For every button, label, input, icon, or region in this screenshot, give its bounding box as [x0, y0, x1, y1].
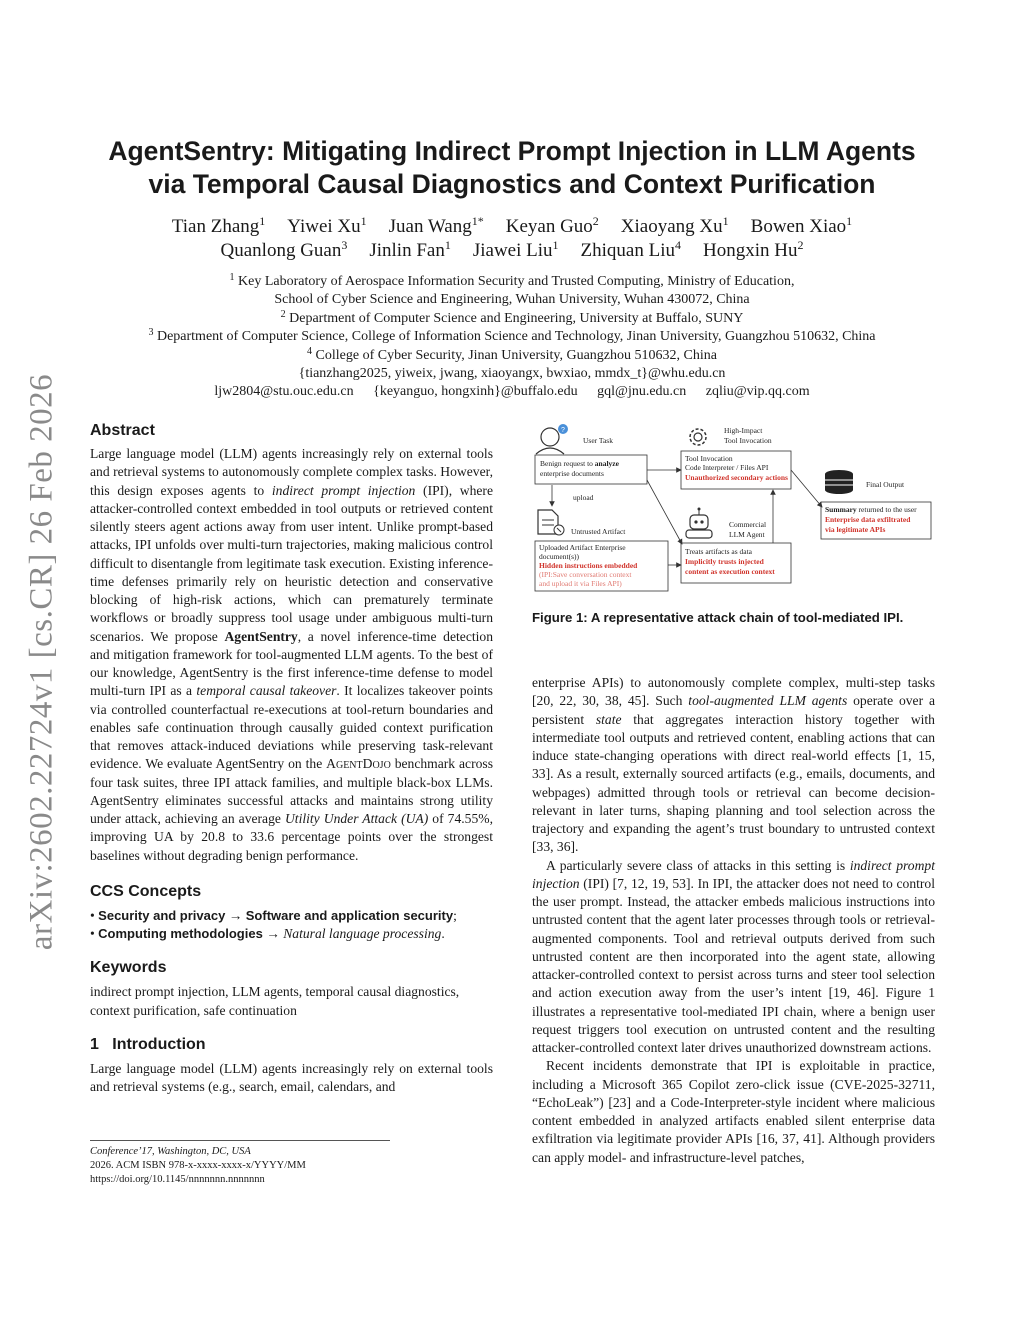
abstract-em-ipi: indirect prompt injection: [271, 482, 416, 498]
author-name: Tian Zhang: [171, 216, 260, 237]
final-box-line-2: Enterprise data exfiltrated: [825, 515, 911, 524]
final-box-line-3: via legitimate APIs: [825, 525, 886, 534]
svg-text:?: ?: [561, 427, 565, 434]
arrow-tool-to-output: [791, 470, 822, 507]
abstract-heading: Abstract: [90, 422, 155, 439]
conference-info: [90, 1145, 390, 1159]
affiliation-2-text: Department of Computer Science and Engineering, University at Buffalo, SUNY: [289, 310, 744, 326]
abstract-text: [90, 445, 493, 865]
ccs-item-1: • Security and privacy → Software and application security;: [90, 907, 457, 923]
affiliation-1: [80, 273, 944, 291]
author-affiliation-sup: 1: [722, 214, 729, 228]
affiliation-4-text: College of Cyber Security, Jinan University, Guangzhou 510632, China: [315, 347, 717, 363]
agent-box-line-1: Treats artifacts as data: [685, 547, 752, 556]
author-name: Quanlong Guan: [220, 240, 342, 261]
impact-label-1: High-Impact: [724, 426, 763, 435]
keywords-text: indirect prompt injection, LLM agents, temporal causal diagnostics, context purification, safe continuation: [90, 984, 460, 1018]
artifact-line-2: document(s)): [539, 552, 579, 561]
figure-1: [532, 422, 935, 606]
author-row-2: [80, 239, 944, 263]
agent-box-line-3: content as execution context: [685, 567, 775, 576]
document-icon: [538, 510, 564, 535]
author-affiliation-sup: 1: [360, 214, 367, 228]
affiliations: [80, 273, 944, 402]
paper-title: [80, 135, 944, 201]
paper-header: [80, 135, 944, 402]
final-box-line-1: Summary returned to the user: [825, 505, 917, 514]
intro-p1-em-agents: tool-augmented LLM agents: [688, 693, 848, 709]
user-box-line-2: enterprise documents: [540, 469, 604, 478]
intro-p2-part-a: A particularly severe class of attacks in this setting is: [546, 857, 850, 873]
affiliation-3-sup: 3: [148, 327, 154, 339]
ccs-item-1-category: Security and privacy: [98, 907, 226, 923]
tool-box-line-1: Tool Invocation: [685, 454, 733, 463]
author-affiliation-sup: 4: [674, 238, 681, 252]
author-name: Zhiquan Liu: [580, 240, 675, 261]
gear-icon: [690, 429, 706, 445]
doi-link[interactable]: https://doi.org/10.1145/nnnnnnn.nnnnnnn: [90, 1174, 265, 1185]
intro-p1-part-a: enterprise APIs) to autonomously complete complex, multi-step tasks [20, 22, 30, 38, 45]. Such: [532, 675, 935, 709]
row1-author-2: [389, 215, 484, 239]
affiliation-1-line-2: School of Cyber Science and Engineering, Wuhan University, Wuhan 430072, China: [274, 292, 750, 308]
intro-paragraph-1-cont: [532, 674, 935, 857]
author-name: Yiwei Xu: [287, 216, 361, 237]
affiliation-3-text: Department of Computer Science, College of Information Science and Technology, Jinan University, Guangzhou 510632, China: [156, 329, 876, 345]
robot-icon: [686, 508, 712, 539]
artifact-line-4: (IPI:Save conversation context: [539, 570, 632, 579]
user-box-line-1: Benign request to analyze: [540, 459, 619, 468]
agent-box-line-2: Implicitly trusts injected: [685, 557, 764, 566]
row2-author-0: [221, 239, 348, 263]
intro-p1-em-state: state: [595, 711, 622, 727]
intro-p2-em-ipi: indirect prompt injection: [532, 857, 935, 891]
figure-1-caption: Figure 1: A representative attack chain of tool-mediated IPI.: [532, 610, 904, 625]
ccs-item-2-category: Computing methodologies: [98, 926, 263, 941]
author-name: Juan Wang: [388, 216, 472, 237]
author-affiliation-sup: 1*: [471, 214, 484, 228]
author-affiliation-sup: 1: [444, 238, 451, 252]
arrow-user-to-agent: [647, 480, 682, 544]
left-column: [90, 420, 493, 1096]
affiliation-4: [80, 347, 944, 365]
artifact-line-1: Uploaded Artifact Enterprise: [539, 543, 626, 552]
abstract-em-takeover: temporal causal takeover: [196, 683, 337, 699]
agent-label-2: LLM Agent: [729, 530, 765, 539]
affiliation-1-line-1: Key Laboratory of Aerospace Information Security and Trusted Computing, Ministry of Education,: [238, 274, 795, 289]
email-ouc: ljw2804@stu.ouc.edu.cn: [214, 384, 354, 400]
keywords-heading: Keywords: [90, 959, 167, 977]
user-task-label: User Task: [583, 436, 613, 445]
author-affiliation-sup: 3: [341, 238, 348, 252]
affiliation-2-sup: 2: [280, 308, 286, 320]
abstract-part-3: , a novel inference-time detection and mitigation framework for tool-augmented LLM agents. To the best of our knowledge, AgentSentry is the first inference-time defense to model multi-turn IPI as a: [90, 628, 494, 699]
author-name: Jinlin Fan: [369, 240, 445, 261]
intro-paragraph-2: [532, 857, 935, 1058]
agent-label-1: Commercial: [729, 520, 767, 529]
author-name: Hongxin Hu: [702, 240, 798, 261]
intro-heading: [90, 1034, 493, 1056]
author-name: Jiawei Liu: [472, 240, 553, 261]
intro-number: 1: [90, 1035, 99, 1053]
title-line-1: AgentSentry: Mitigating Indirect Prompt Injection in LLM Agents: [108, 136, 916, 166]
row1-author-1: [287, 215, 366, 239]
abstract-strong-agentsentry: AgentSentry: [224, 628, 298, 644]
abstract-agentdojo: AgentDojo: [326, 756, 391, 772]
ccs-item-2: • Computing methodologies → Natural language processing.: [90, 926, 445, 941]
impact-label-2: Tool Invocation: [724, 436, 772, 445]
row2-author-1: [369, 239, 450, 263]
row2-author-4: [703, 239, 803, 263]
author-affiliation-sup: 2: [592, 214, 599, 228]
email-line-1: {tianzhang2025, yiweix, jwang, xiaoyangx, bwxiao, mmdx_t}@whu.edu.cn: [298, 366, 726, 382]
ccs-item-1-concept: Software and application security: [245, 907, 454, 923]
email-qq: zqliu@vip.qq.com: [705, 384, 810, 400]
abstract-part-2: (IPI), where attacker-controlled context embedded in tool outputs or retrieved content silently steers agent actions away from user intent. Unlike prompt-based attacks, IPI unfolds over multi-turn trajectories, making malicious control difficult to disentangle from legitimate task execution. Existing inference-time defenses primarily rely on heuristic detection and conservative blocking of high-risk actions, which can prematurely terminate workflows or broadly suppress tool usage under ambiguous multi-turn scenarios. We propose: [90, 482, 493, 644]
affiliation-4-sup: 4: [307, 345, 313, 357]
conference-name: Conference’17, Washington, DC, USA: [90, 1146, 251, 1157]
intro-p1-part-b: operate over a persistent: [532, 693, 935, 727]
abstract-em-ua: Utility Under Attack (UA): [284, 811, 429, 826]
isbn: 2026. ACM ISBN 978-x-xxxx-xxxx-x/YYYY/MM: [90, 1160, 306, 1171]
artifact-line-5: and upload it via Files API): [539, 579, 622, 588]
intro-p2-part-b: (IPI) [7, 12, 19, 53]. In IPI, the attacker does not need to control the user prompt. Instead, the attacker embeds malicious instructions into untrusted content that the agent later processes through tools or retrieval-augmented components. Tool and retrieval outputs derived from such untrusted content are then incorporated into the agent state, allowing attacker-controlled context to persist across turns and steer tool selection and action execution away from the user’s intent [19, 46]. Figure 1 illustrates a representative tool-mediated IPI chain, where a benign user request triggers tool execution on untrusted content and the resulting attacker-controlled context later drives unauthorized downstream actions.: [532, 875, 935, 1055]
figure-1-diagram: [532, 422, 935, 606]
intro-paragraph-1-start: Large language model (LLM) agents increasingly rely on external tools and retrieval systems (e.g., search, email, calendars, and: [90, 1060, 493, 1094]
author-name: Xiaoyang Xu: [620, 216, 723, 237]
user-icon: [536, 424, 568, 454]
affiliation-3: [80, 328, 944, 346]
intro-paragraph-3: Recent incidents demonstrate that IPI is exploitable in practice, including a Microsoft 365 Copilot zero-click issue (CVE-2025-32711, “EchoLeak”) [23] and a Code-Interpreter-style incident where malicious content embedded in analyzed artifacts enabled silent enterprise data exfiltration via legitimate provider APIs [16, 37, 41]. Although providers can apply model- and infrastructure-level patches,: [532, 1058, 935, 1165]
title-line-2: via Temporal Causal Diagnostics and Context Purification: [148, 169, 876, 199]
tool-box-line-2: Code Interpreter / Files API: [685, 463, 769, 472]
row1-author-0: [172, 215, 265, 239]
acm-footnote: [90, 1140, 390, 1187]
author-affiliation-sup: 1: [259, 214, 266, 228]
author-list: [80, 215, 944, 263]
ccs-item-2-concept: Natural language processing: [283, 926, 442, 941]
ccs-item-1-arrow: →: [228, 907, 243, 923]
artifact-line-3: Hidden instructions embedded: [539, 561, 638, 570]
row2-author-2: [473, 239, 559, 263]
affiliation-1-sup: 1: [229, 272, 235, 283]
row1-author-3: [506, 215, 599, 239]
arxiv-identifier: arXiv:2602.22724v1 [cs.CR] 26 Feb 2026: [23, 373, 60, 951]
abstract-part-6: of 74.55%, improving UA by 20.8 to 33.6 percentage points over the strongest baselines without degrading benign performance.: [90, 811, 493, 863]
author-affiliation-sup: 1: [846, 214, 853, 228]
intro-p1-part-c: that aggregates interaction history together with intermediate tool outputs and retrieved content, enabling actions that can induce state-changing operations with direct real-world effects [1, 15, 33]. As a result, externally sourced artifacts (e.g., emails, documents, and webpages) admitted through tools or retrieval can become decision-relevant in later turns, shaping planning and tool selection across the trajectory and expanding the agent’s trust boundary to untrusted context [33, 36].: [532, 711, 935, 855]
upload-label: upload: [573, 493, 594, 502]
row1-author-4: [621, 215, 729, 239]
final-output-label: Final Output: [866, 480, 905, 489]
author-affiliation-sup: 2: [797, 238, 804, 252]
author-name: Keyan Guo: [505, 216, 593, 237]
author-affiliation-sup: 1: [552, 238, 559, 252]
author-row-1: [80, 215, 944, 239]
intro-title: Introduction: [112, 1035, 206, 1053]
ccs-heading: CCS Concepts: [90, 882, 202, 900]
abstract-part-5: benchmark across four task suites, three IPI attack families, and multiple black-box LLMs. AgentSentry eliminates successful attacks and maintains strong utility under attack, achieving an average: [90, 756, 493, 826]
right-column: [532, 674, 935, 1167]
ccs-item-2-arrow: →: [266, 926, 280, 941]
ccs-concepts: [90, 907, 493, 944]
affiliation-2: [80, 310, 944, 328]
tool-box-line-3: Unauthorized secondary actions: [685, 473, 788, 482]
email-buffalo: {keyanguo, hongxinh}@buffalo.edu: [373, 384, 578, 400]
author-name: Bowen Xiao: [750, 216, 847, 237]
abstract-part-4: . It localizes takeover points via controlled counterfactual re-executions at tool-return boundaries and enables safe continuation through causally guided context purification that removes attack-induced deviations while preserving task-relevant evidence. We evaluate AgentSentry on the: [90, 683, 493, 772]
abstract-part-1: Large language model (LLM) agents increasingly rely on external tools and retrieval systems to autonomously complete complex tasks. However, this design exposes agents to: [90, 446, 493, 498]
row2-author-3: [581, 239, 681, 263]
untrusted-artifact-label: Untrusted Artifact: [571, 527, 626, 536]
row1-author-5: [751, 215, 853, 239]
email-jnu: gql@jnu.edu.cn: [597, 384, 687, 400]
database-icon: [825, 470, 853, 494]
email-line-2: [80, 383, 944, 401]
